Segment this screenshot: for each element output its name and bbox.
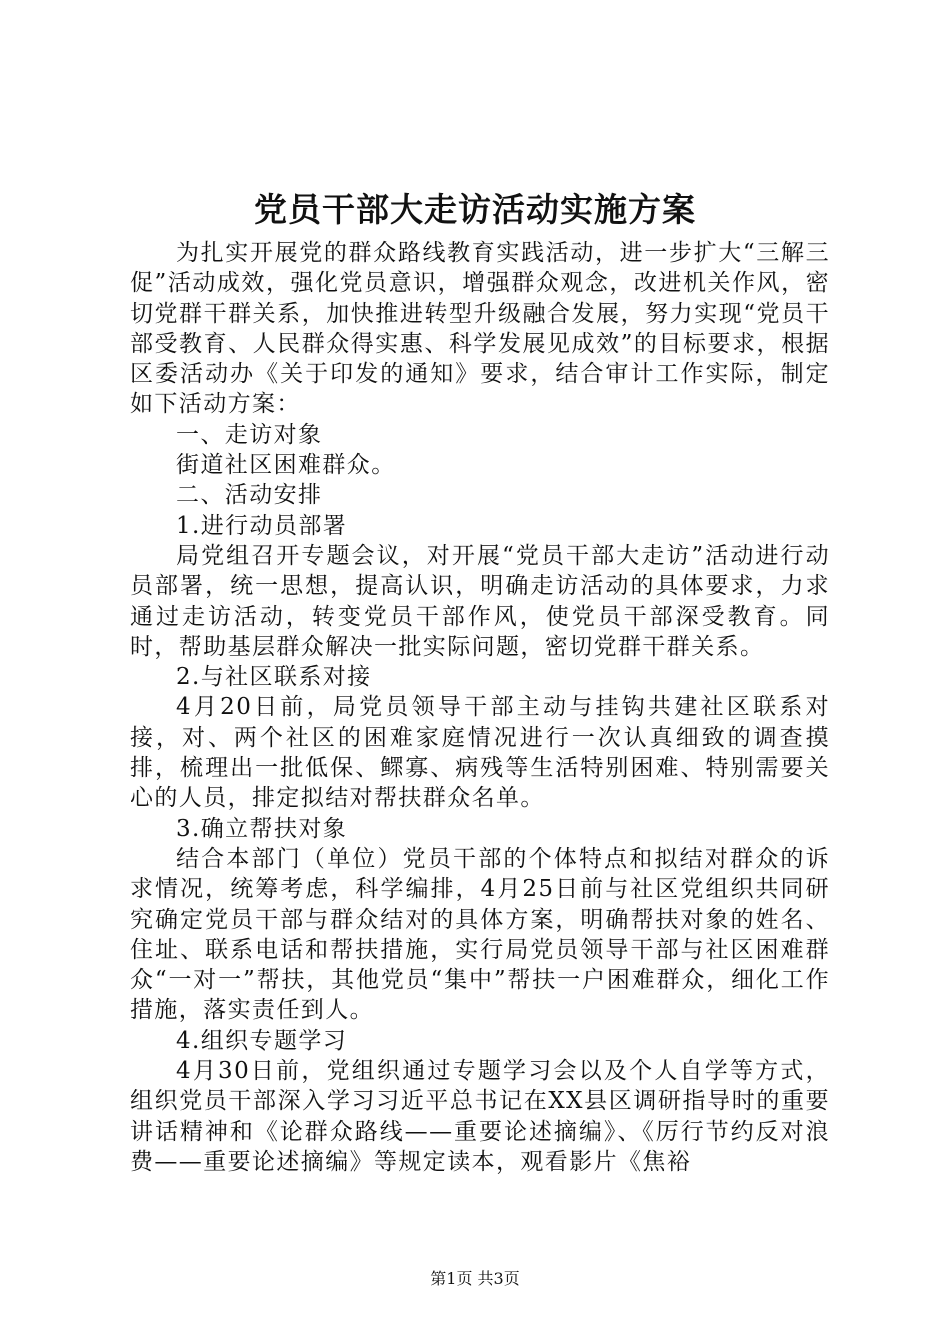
subheading-mobilization: 1.进行动员部署 [176, 512, 348, 539]
document-title: 党员干部大走访活动实施方案 [254, 190, 696, 229]
paragraph-intro: 为扎实开展党的群众路线教育实践活动，进一步扩大“三解三促”活动成效，强化党员意识，增强群众观念，改进机关作风，密切党群干群关系，加快推进转型升级融合发展，努力实现“党员干部受教育、人民群众得实惠、科学发展见成效”的目标要求，根据区委活动办《关于印发的通知》要求，结合审计工作实际，制定如下活动方案： [130, 240, 830, 418]
subheading-assistance-targets: 3.确立帮扶对象 [176, 815, 348, 842]
paragraph-community-contact: 4月20日前，局党员领导干部主动与挂钩共建社区联系对接，对、两个社区的困难家庭情况进行一次认真细致的调查摸排，梳理出一批低保、鳏寡、病残等生活特别困难、特别需要关心的人员，排定拟结对帮扶群众名单。 [130, 694, 830, 812]
subheading-community-contact: 2.与社区联系对接 [176, 664, 372, 691]
subheading-study: 4.组织专题学习 [176, 1027, 348, 1054]
paragraph-assistance-targets: 结合本部门（单位）党员干部的个体特点和拟结对群众的诉求情况，统筹考虑，科学编排，4月25日前与社区党组织共同研究确定党员干部与群众结对的具体方案，明确帮扶对象的姓名、住址、联系电话和帮扶措施，实行局党员领导干部与社区困难群众“一对一”帮扶，其他党员“集中”帮扶一户困难群众，细化工作措施，落实责任到人。 [130, 845, 830, 1024]
heading-visit-targets: 一、走访对象 [176, 421, 323, 448]
heading-activity-arrangement: 二、活动安排 [176, 482, 323, 509]
paragraph-study: 4月30日前，党组织通过专题学习会以及个人自学等方式，组织党员干部深入学习习近平总书记在XX县区调研指导时的重要讲话精神和《论群众路线——重要论述摘编》、《厉行节约反对浪费——重要论述摘编》等规定读本，观看影片《焦裕 [130, 1058, 830, 1175]
paragraph-mobilization: 局党组召开专题会议，对开展“党员干部大走访”活动进行动员部署，统一思想，提高认识，明确走访活动的具体要求，力求通过走访活动，转变党员干部作风，使党员干部深受教育。同时，帮助基层群众解决一批实际问题，密切党群干群关系。 [130, 542, 830, 660]
paragraph-visit-targets: 街道社区困难群众。 [176, 452, 396, 479]
document-body [130, 238, 830, 1177]
page-footer: 第1页 共3页 [430, 1269, 520, 1288]
